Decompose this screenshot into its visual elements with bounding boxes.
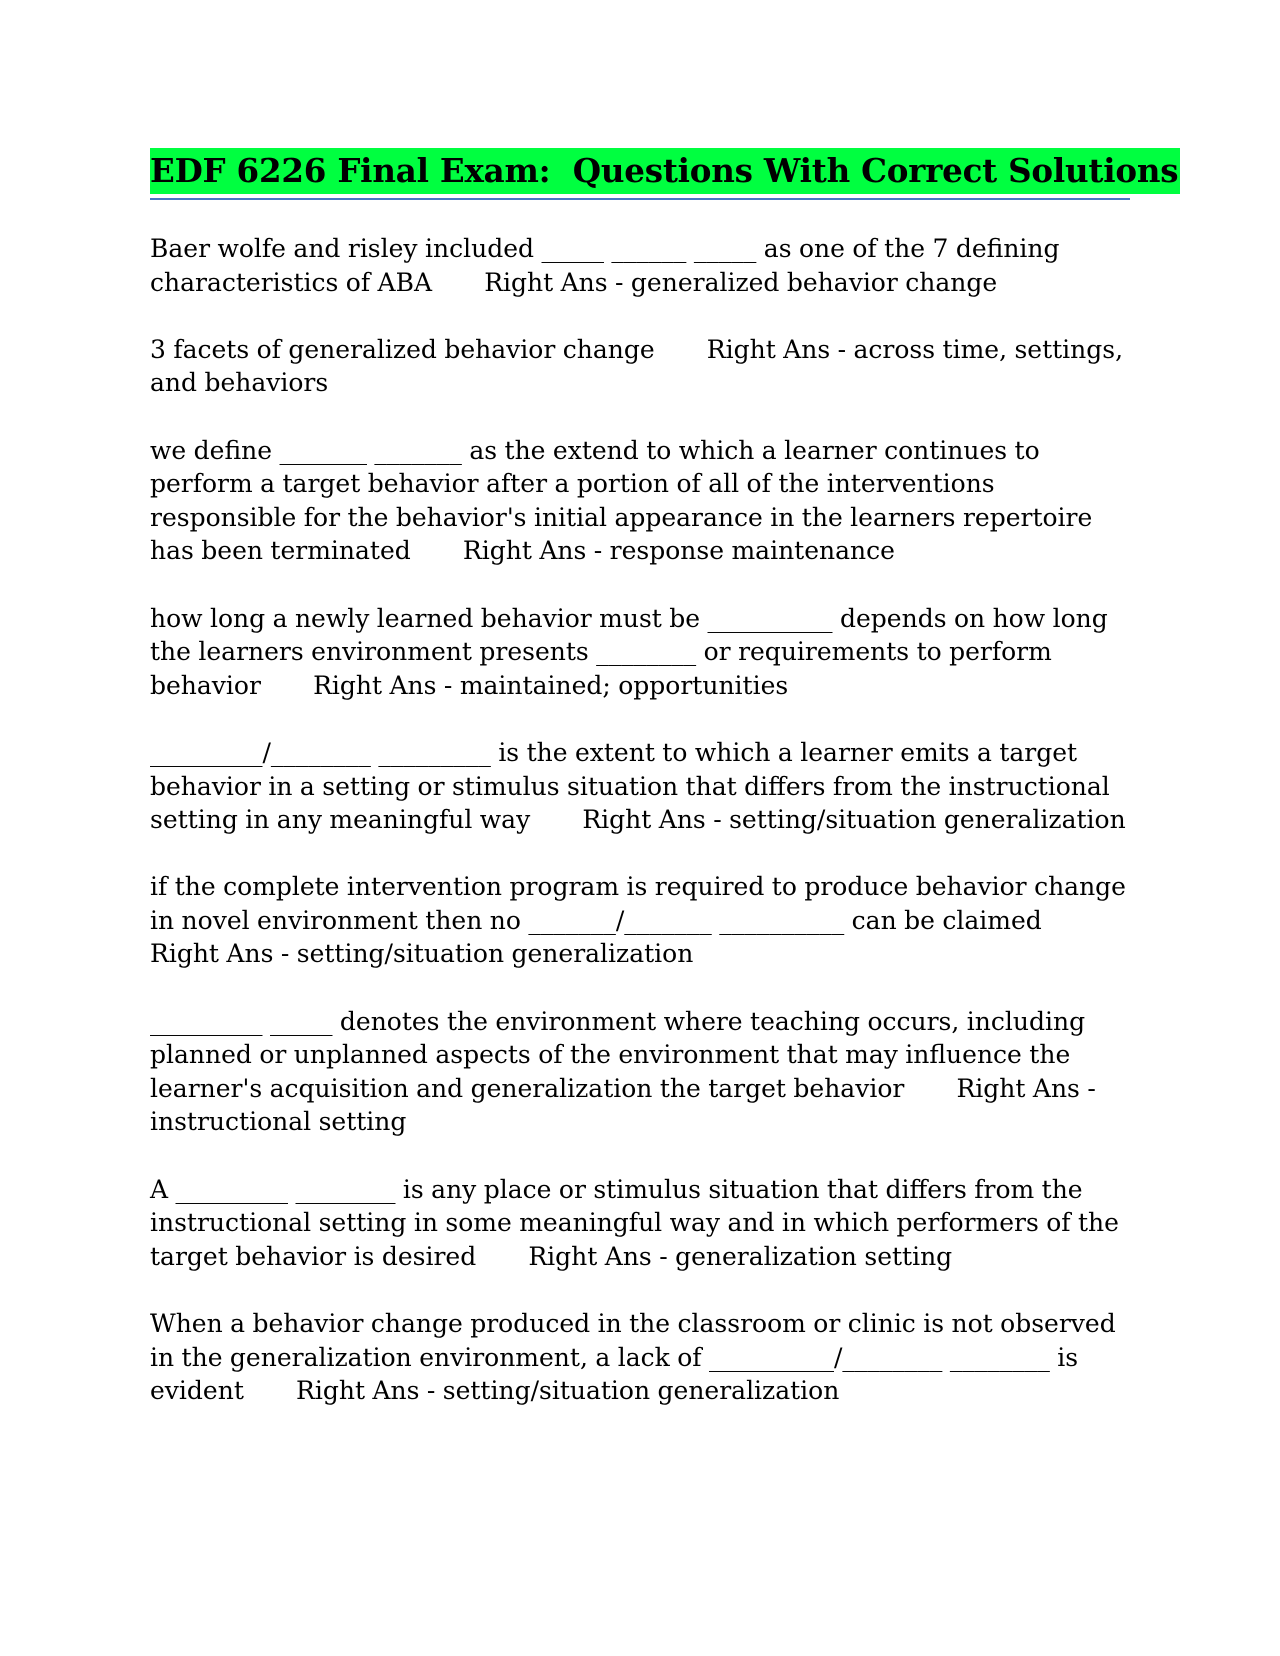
question-text: _________/________ _________ is the extent to which a learner emits a target behavior in a setting or stimulus situation that differs from the instructional setting in any meaningful way — [150, 737, 1118, 835]
answer-text: Right Ans - generalized behavior change — [484, 267, 998, 297]
question-text: When a behavior change produced in the classroom or clinic is not observed in the generalization environment, a lack of __________/________ ________ is evident — [150, 1309, 1124, 1406]
question-item — [150, 1173, 1140, 1274]
question-item — [150, 333, 1140, 400]
answer-text: Right Ans - generalization setting — [528, 1241, 953, 1271]
answer-text: Right Ans - instructional setting — [150, 1073, 1104, 1137]
question-text: 3 facets of generalized behavior change — [150, 334, 655, 364]
question-item — [150, 736, 1140, 837]
question-text: how long a newly learned behavior must be __________ depends on how long the learners environment presents ________ or requirements to perform behavior — [150, 603, 1116, 700]
answer-text: Right Ans - across time, settings, and behaviors — [150, 334, 1131, 398]
question-text: if the complete intervention program is required to produce behavior change in novel environment then no _______/_______ __________ can be claimed — [150, 872, 1134, 935]
answer-text: Right Ans - setting/situation generalization — [296, 1376, 840, 1406]
question-item — [150, 1307, 1140, 1408]
answer-text: Right Ans - setting/situation generalization — [150, 939, 694, 969]
answer-text: Right Ans - response maintenance — [462, 536, 895, 566]
title-block — [150, 148, 1179, 194]
question-text: _________ _____ denotes the environment where teaching occurs, including planned or unplanned aspects of the environment that may influence the learner's acquisition and generalization the target behavior — [150, 1006, 1093, 1103]
question-item — [150, 870, 1140, 971]
question-item — [150, 1005, 1140, 1139]
question-text: Baer wolfe and risley included _____ ______ _____ as one of the 7 defining characteristics of ABA — [150, 234, 1067, 297]
document-title: EDF 6226 Final Exam: Questions With Correct Solutions — [150, 148, 1180, 194]
question-item — [150, 434, 1140, 568]
title-underline-rule — [150, 198, 1130, 200]
answer-text: Right Ans - maintained; opportunities — [313, 670, 789, 700]
question-item — [150, 232, 1140, 299]
question-text: we define _______ _______ as the extend to which a learner continues to perform a target behavior after a portion of all of the interventions responsible for the behavior's initial appearance in the learners repertoire has been terminated — [150, 435, 1100, 566]
answer-text: Right Ans - setting/situation generalization — [582, 805, 1126, 835]
question-list — [150, 232, 1140, 1441]
question-text: A _________ ________ is any place or stimulus situation that differs from the instructional setting in some meaningful way and in which performers of the target behavior is desired — [150, 1174, 1127, 1271]
question-item — [150, 602, 1140, 703]
